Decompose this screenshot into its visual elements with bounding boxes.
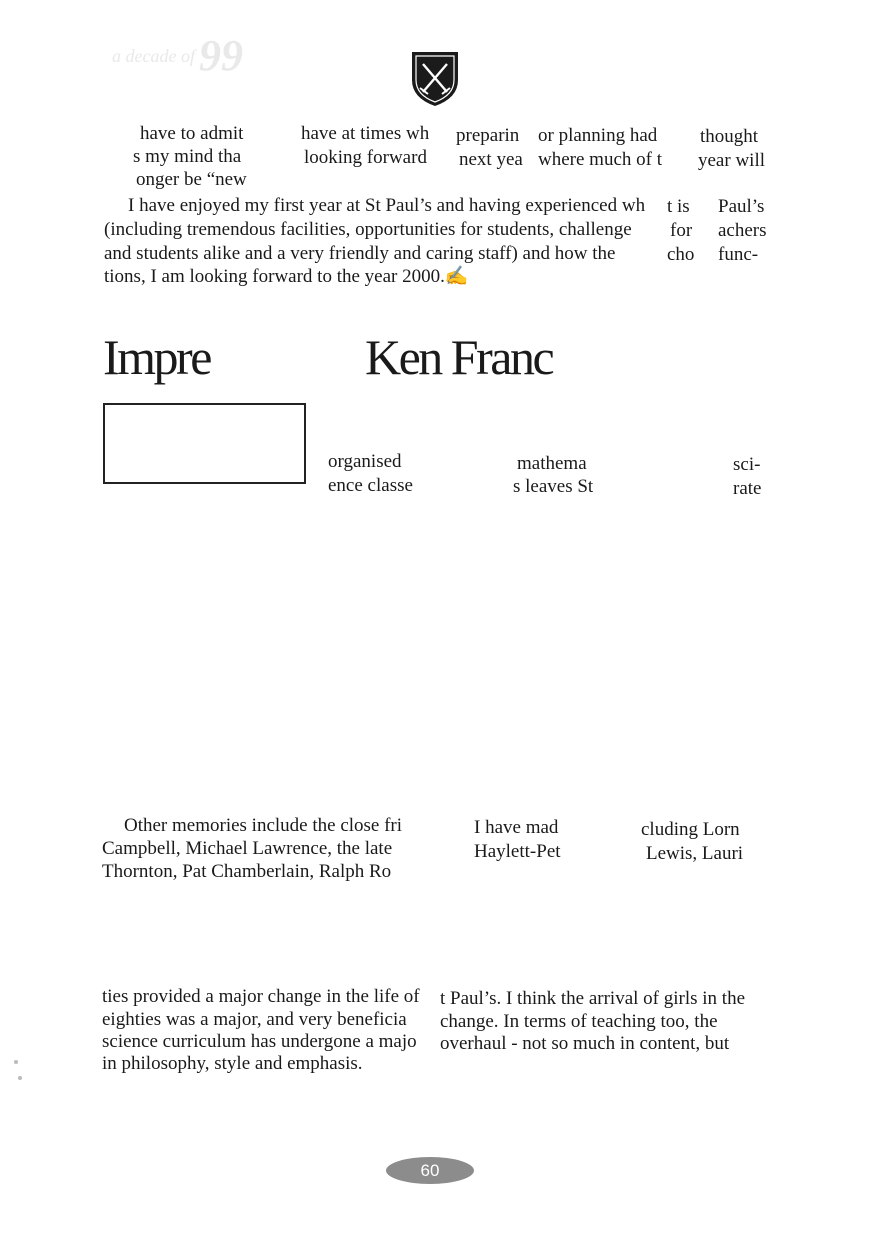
intro-text: next yea [459, 149, 523, 170]
paragraph-text: in philosophy, style and emphasis. [102, 1053, 363, 1074]
intro-text: have at times wh [301, 123, 430, 144]
paragraph-text: ties provided a major change in the life of [102, 986, 420, 1007]
paragraph-text: science curriculum has undergone a majo [102, 1031, 417, 1052]
paragraph-text: t Paul’s. I think the arrival of girls in the [440, 988, 746, 1009]
profile-text: rate [733, 478, 762, 499]
ghost-header-small: a decade of [112, 46, 195, 66]
ghost-header [112, 30, 243, 81]
headline-right: Ken Franc [365, 329, 553, 385]
intro-text: or planning had [538, 125, 658, 146]
paragraph-text: Other memories include the close fri [124, 815, 403, 836]
intro-text: onger be “new [136, 169, 247, 190]
photo-frame [103, 403, 306, 484]
paragraph-text: overhaul - not so much in content, but [440, 1033, 730, 1054]
paragraph-text: for [670, 220, 693, 241]
ghost-header-big: 99 [198, 31, 243, 80]
paragraph-text: Lewis, Lauri [646, 843, 744, 864]
paragraph-text: Haylett-Pet [474, 841, 561, 862]
paragraph-text: func- [718, 244, 759, 265]
profile-text: s leaves St [513, 476, 594, 497]
intro-text: year will [698, 150, 766, 171]
intro-text: have to admit [140, 123, 244, 144]
paragraph-text: I have mad [474, 817, 559, 838]
profile-text: organised [328, 451, 402, 472]
paragraph-text: I have enjoyed my first year at St Paul’s and having experienced wh [128, 195, 646, 216]
intro-text: where much of t [538, 149, 662, 170]
paragraph-text: change. In terms of teaching too, the [440, 1011, 718, 1032]
scan-speck [14, 1060, 18, 1064]
paragraph-text: achers [718, 220, 767, 241]
paragraph-text: Paul’s [718, 196, 765, 217]
paragraph-text: tions, I am looking forward to the year 2000.✍ [104, 266, 469, 287]
scan-speck [18, 1076, 22, 1080]
profile-text: mathema [517, 453, 587, 474]
school-crest-icon [410, 50, 460, 108]
paragraph-text: t is [667, 196, 690, 217]
profile-text: ence classe [328, 475, 413, 496]
intro-text: looking forward [304, 147, 427, 168]
profile-text: sci- [733, 454, 761, 475]
intro-text: thought [700, 126, 759, 147]
page-number-badge: 60 [386, 1157, 474, 1184]
headline-left: Impre [103, 329, 210, 385]
intro-text: s my mind tha [133, 146, 242, 167]
paragraph-text: Campbell, Michael Lawrence, the late [102, 838, 393, 859]
paragraph-text: cluding Lorn [641, 819, 740, 840]
paragraph-text: eighties was a major, and very beneficia [102, 1009, 407, 1030]
paragraph-text: and students alike and a very friendly and caring staff) and how the [104, 243, 616, 264]
paragraph-text: (including tremendous facilities, opportunities for students, challenge [104, 219, 632, 240]
paragraph-text: Thornton, Pat Chamberlain, Ralph Ro [102, 861, 392, 882]
intro-text: preparin [456, 125, 520, 146]
paragraph-text: cho [667, 244, 695, 265]
